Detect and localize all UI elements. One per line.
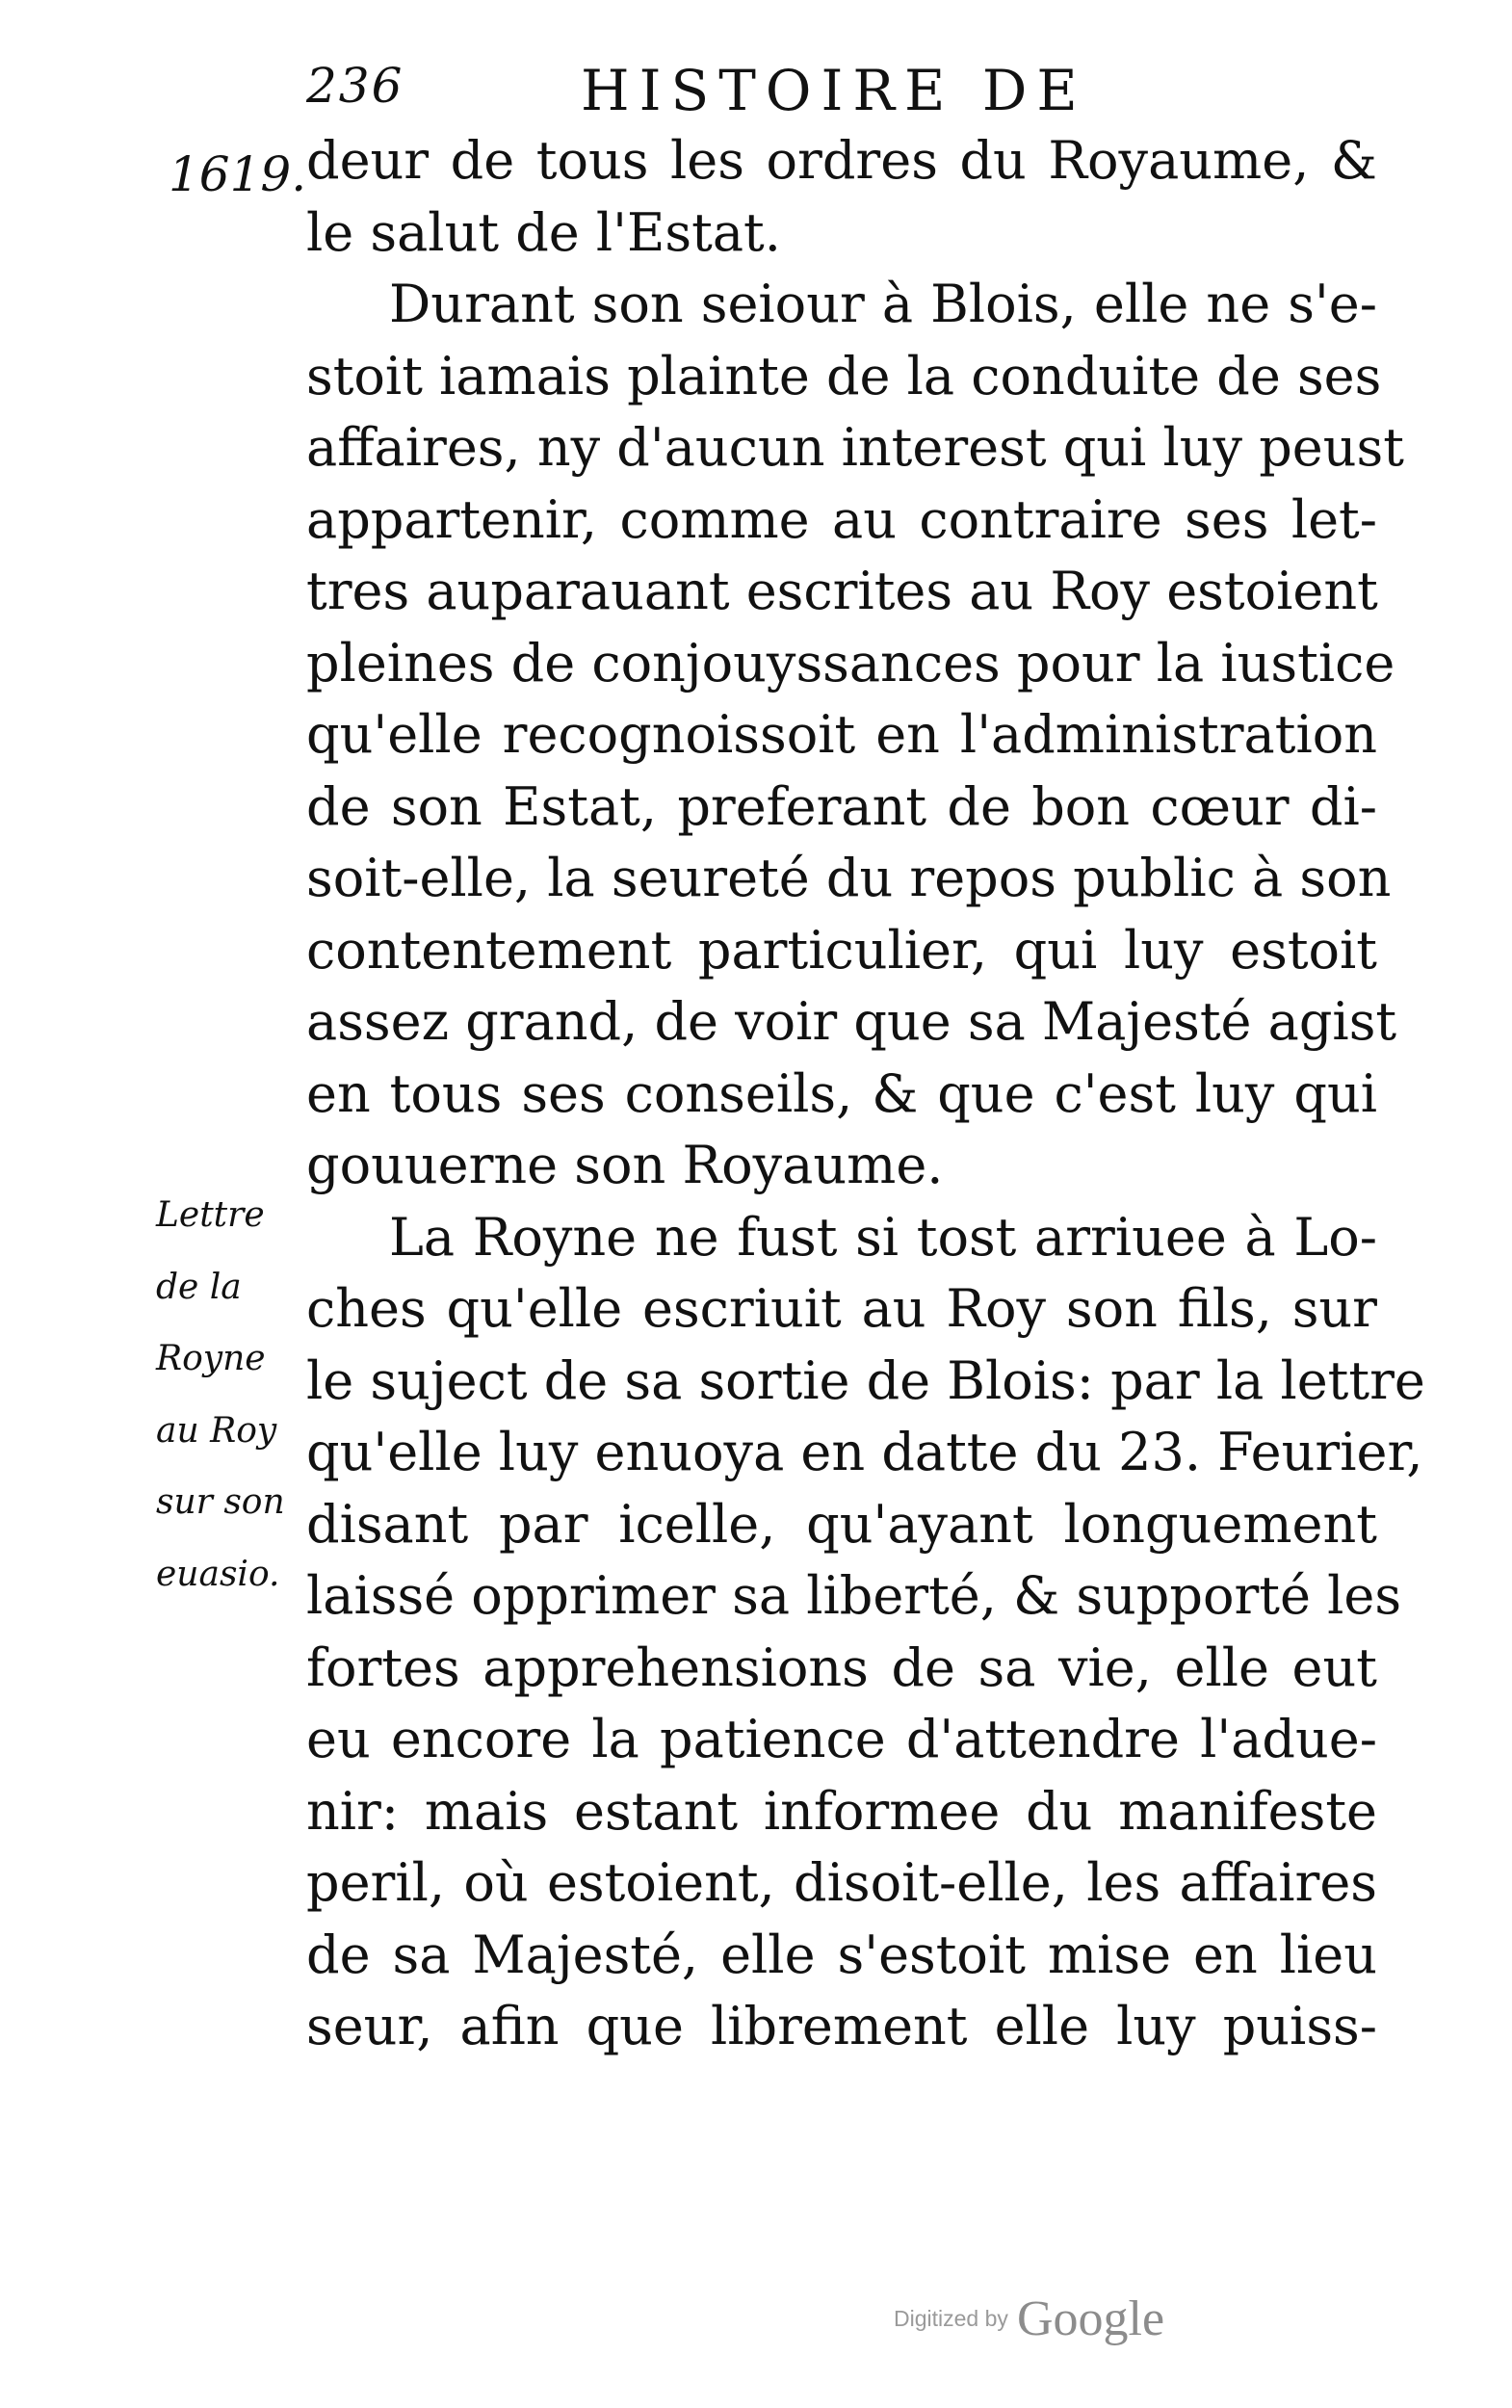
text-line: appartenir, comme au contraire ses let- bbox=[306, 488, 1377, 550]
margin-note-line: Royne bbox=[156, 1339, 266, 1378]
margin-note-line: Lettre bbox=[156, 1195, 265, 1235]
digitized-by-label: Digitized by bbox=[894, 2306, 1008, 2331]
paragraph-3 bbox=[306, 1202, 1425, 2063]
text-line: peril, où estoient, disoit-elle, les affaires bbox=[306, 1852, 1377, 1913]
text-line: assez grand, de voir que sa Majesté agist bbox=[306, 991, 1397, 1052]
text-line: de sa Majesté, elle s'estoit mise en lieu bbox=[306, 1924, 1377, 1985]
page-number: 236 bbox=[306, 58, 404, 114]
digitized-watermark bbox=[894, 2290, 1164, 2347]
text-line: nir: mais estant informee du manifeste bbox=[306, 1780, 1377, 1842]
text-line: deur de tous les ordres du Royaume, & bbox=[306, 130, 1377, 191]
text-line: fortes apprehensions de sa vie, elle eut bbox=[306, 1636, 1377, 1698]
text-line: qu'elle recognoissoit en l'administration bbox=[306, 704, 1377, 765]
text-line: le suject de sa sortie de Blois: par la lettre bbox=[306, 1349, 1425, 1411]
margin-note-line: euasio. bbox=[156, 1554, 280, 1594]
text-line: contentement particulier, qui luy estoit bbox=[306, 919, 1377, 981]
text-line: disant par icelle, qu'ayant longuement bbox=[306, 1493, 1377, 1555]
text-line: Durant son seiour à Blois, elle ne s'e- bbox=[389, 274, 1377, 334]
text-line: La Royne ne fust si tost arriuee à Lo- bbox=[389, 1206, 1377, 1268]
paragraph-2 bbox=[306, 269, 1404, 1202]
text-line: tres auparauant escrites au Roy estoient bbox=[306, 561, 1378, 621]
running-head bbox=[306, 58, 1221, 125]
text-line: soit-elle, la seureté du repos public à son bbox=[306, 848, 1392, 908]
text-line: en tous ses conseils, & que c'est luy qui bbox=[306, 1062, 1377, 1124]
text-line: ches qu'elle escriuit au Roy son fils, sur bbox=[306, 1278, 1377, 1339]
margin-note-line: au Roy bbox=[156, 1410, 277, 1451]
paragraph-1 bbox=[306, 125, 1377, 269]
google-logo: Google bbox=[1016, 2291, 1165, 2346]
text-line: qu'elle luy enuoya en datte du 23. Feurier, bbox=[306, 1422, 1423, 1482]
text-line: seur, afin que librement elle luy puiss- bbox=[306, 1996, 1377, 2056]
text-line: de son Estat, preferant de bon cœur di- bbox=[306, 775, 1377, 837]
text-line: eu encore la patience d'attendre l'adue- bbox=[306, 1709, 1377, 1769]
text-line: affaires, ny d'aucun interest qui luy peust bbox=[306, 417, 1404, 478]
text-line: pleines de conjouyssances pour la iustice bbox=[306, 632, 1395, 694]
margin-year: 1619. bbox=[169, 146, 307, 202]
margin-note-line: de la bbox=[156, 1267, 242, 1307]
body-text bbox=[306, 125, 1425, 2063]
text-line: gouuerne son Royaume. bbox=[306, 1135, 944, 1195]
text-line: laissé opprimer sa liberté, & supporté les bbox=[306, 1565, 1402, 1626]
text-line: stoit iamais plainte de la conduite de ses bbox=[306, 345, 1382, 406]
running-title: HISTOIRE DE bbox=[581, 58, 1087, 123]
text-line: le salut de l'Estat. bbox=[306, 201, 781, 263]
margin-note bbox=[156, 1180, 285, 1610]
margin-note-line: sur son bbox=[156, 1482, 285, 1522]
